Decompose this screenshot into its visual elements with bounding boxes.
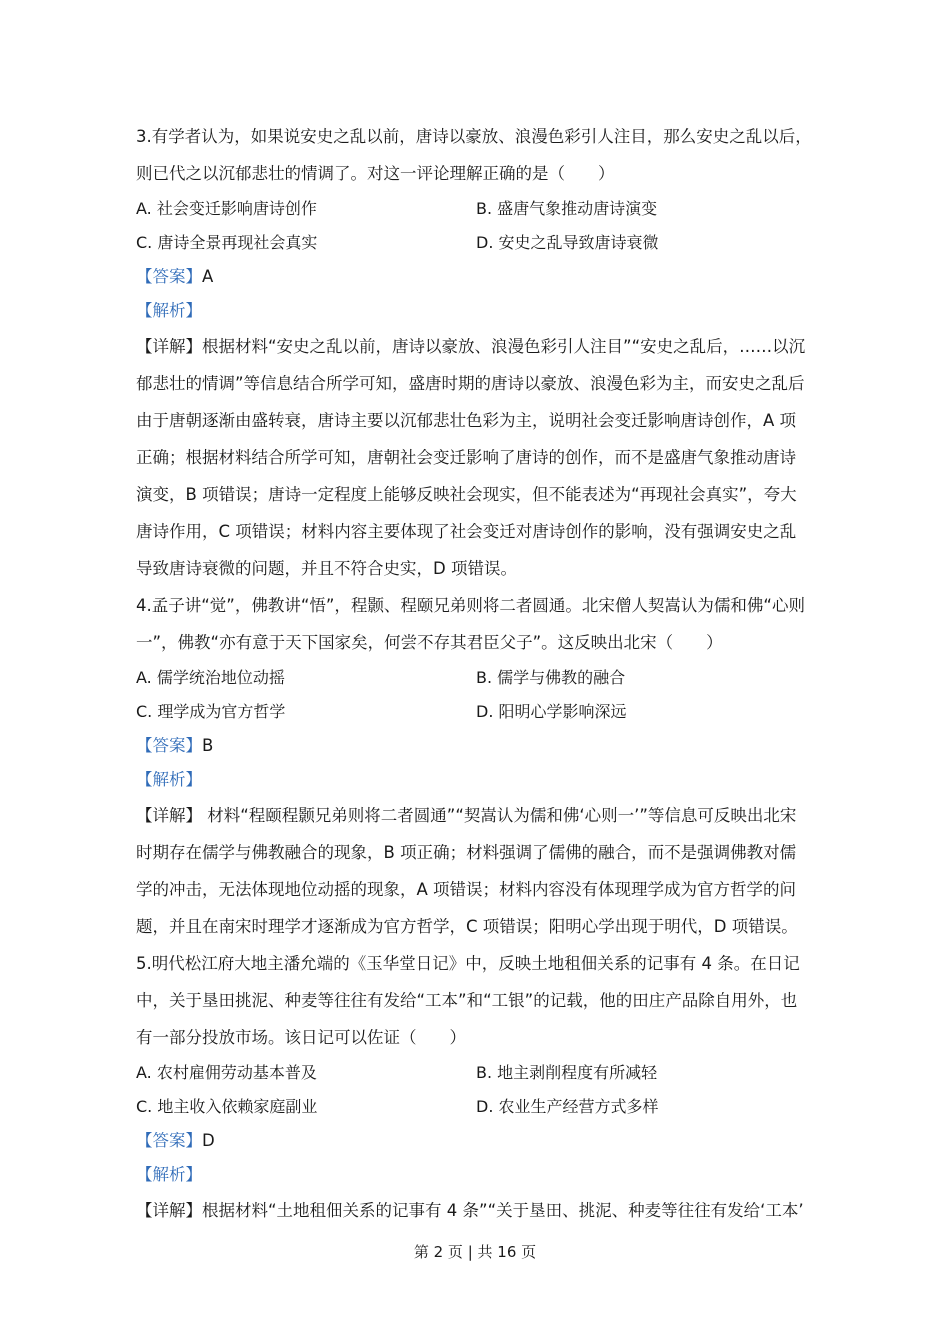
answer-tag: 【答案】 [136,1131,202,1150]
question-stem-line: 中，关于垦田挑泥、种麦等往往有发给“工本”和“工银”的记载，他的田庄产品除自用外，也 [136,991,798,1010]
question-stem-line: 5.明代松江府大地主潘允端的《玉华堂日记》中，反映土地租佃关系的记事有 4 条。在日记 [136,954,800,973]
option-b: B. 儒学与佛教的融合 [476,668,626,687]
detail-line: 演变，B 项错误；唐诗一定程度上能够反映社会现实，但不能表述为“再现社会真实”，夸大 [136,485,797,504]
question-stem-line: 3.有学者认为，如果说安史之乱以前，唐诗以豪放、浪漫色彩引人注目，那么安史之乱以后， [136,127,812,146]
detail-line: 郁悲壮的情调”等信息结合所学可知，盛唐时期的唐诗以豪放、浪漫色彩为主，而安史之乱后 [136,374,805,393]
answer-value: D [202,1131,215,1150]
question-5 [136,945,816,1229]
analysis-tag: 【解析】 [136,770,202,789]
answer-line [136,260,816,294]
option-d: D. 安史之乱导致唐诗衰微 [476,233,659,252]
option-a: A. 农村雇佣劳动基本普及 [136,1063,317,1082]
detail-line: 【详解】根据材料“安史之乱以前，唐诗以豪放、浪漫色彩引人注目”“安史之乱后，……以沉 [136,337,806,356]
question-3 [136,118,816,587]
option-b: B. 盛唐气象推动唐诗演变 [476,199,658,218]
detail-paragraph [136,328,816,587]
answer-line [136,729,816,763]
question-stem-line: 有一部分投放市场。该日记可以佐证（ ） [136,1028,466,1047]
detail-line: 题，并且在南宋时理学才逐渐成为官方哲学，C 项错误；阳明心学出现于明代，D 项错误。 [136,917,798,936]
page-footer: 第 2 页 | 共 16 页 [413,1243,537,1261]
option-d: D. 农业生产经营方式多样 [476,1097,659,1116]
detail-line: 唐诗作用，C 项错误；材料内容主要体现了社会变迁对唐诗创作的影响，没有强调安史之乱 [136,522,797,541]
question-4 [136,587,816,945]
option-c: C. 理学成为官方哲学 [136,702,286,721]
question-stem-line: 则已代之以沉郁悲壮的情调了。对这一评论理解正确的是（ ） [136,164,615,183]
options-row [136,226,816,260]
options-row [136,1056,816,1090]
analysis-tag: 【解析】 [136,301,202,320]
answer-value: A [202,267,214,286]
detail-paragraph [136,1192,816,1229]
detail-paragraph [136,797,816,945]
options-row [136,192,816,226]
option-b: B. 地主剥削程度有所减轻 [476,1063,658,1082]
options-row [136,661,816,695]
options-row [136,1090,816,1124]
question-stem-line: 4.孟子讲“觉”，佛教讲“悟”，程颢、程颐兄弟则将二者圆通。北宋僧人契嵩认为儒和佛“心则 [136,596,805,615]
options-row [136,695,816,729]
option-a: A. 儒学统治地位动摇 [136,668,285,687]
detail-line: 【详解】根据材料“土地租佃关系的记事有 4 条”“关于垦田、挑泥、种麦等往往有发给‘工本’ [136,1201,804,1220]
option-d: D. 阳明心学影响深远 [476,702,627,721]
document-page [136,118,816,1229]
detail-line: 导致唐诗衰微的问题，并且不符合史实，D 项错误。 [136,559,517,578]
answer-line [136,1124,816,1158]
answer-value: B [202,736,214,755]
option-c: C. 唐诗全景再现社会真实 [136,233,318,252]
analysis-tag: 【解析】 [136,1165,202,1184]
detail-line: 时期存在儒学与佛教融合的现象，B 项正确；材料强调了儒佛的融合，而不是强调佛教对儒 [136,843,797,862]
detail-line: 由于唐朝逐渐由盛转衰，唐诗主要以沉郁悲壮色彩为主，说明社会变迁影响唐诗创作，A 项 [136,411,797,430]
option-a: A. 社会变迁影响唐诗创作 [136,199,317,218]
detail-line: 正确；根据材料结合所学可知，唐朝社会变迁影响了唐诗的创作，而不是盛唐气象推动唐诗 [136,448,796,467]
detail-line: 学的冲击，无法体现地位动摇的现象，A 项错误；材料内容没有体现理学成为官方哲学的问 [136,880,797,899]
detail-line: 【详解】 材料“程颐程颢兄弟则将二者圆通”“契嵩认为儒和佛‘心则一’”等信息可反映出北宋 [136,806,797,825]
option-c: C. 地主收入依赖家庭副业 [136,1097,318,1116]
question-stem-line: 一”，佛教“亦有意于天下国家矣，何尝不存其君臣父子”。这反映出北宋（ ） [136,633,723,652]
answer-tag: 【答案】 [136,736,202,755]
answer-tag: 【答案】 [136,267,202,286]
